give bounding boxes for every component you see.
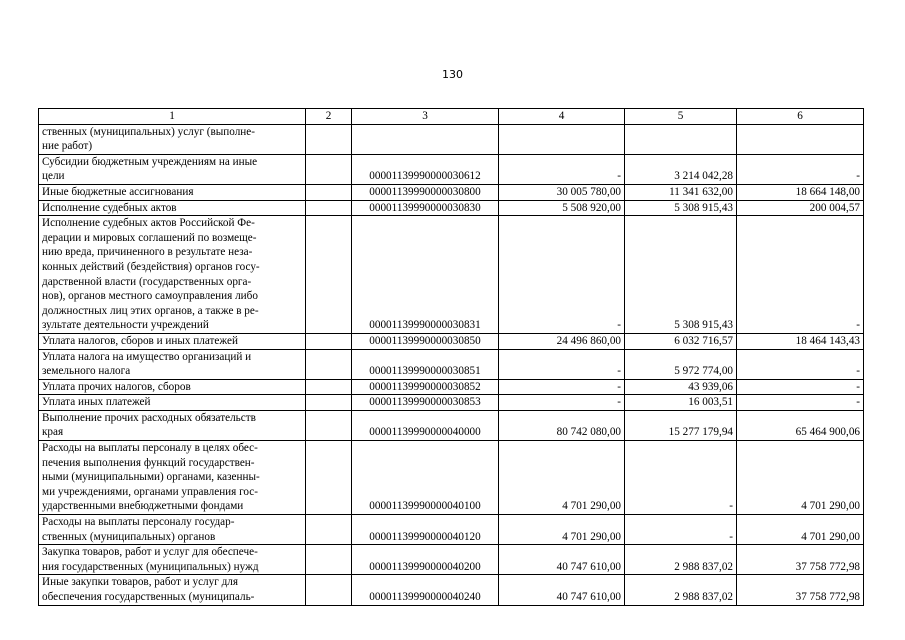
row-name: Уплата иных платежей xyxy=(39,395,306,411)
row-col2 xyxy=(306,441,352,515)
row-col2 xyxy=(306,349,352,379)
row-value-6: 37 758 772,98 xyxy=(737,545,864,575)
row-value-5: 3 214 042,28 xyxy=(625,154,737,184)
row-name: Субсидии бюджетным учреждениям на иные цели xyxy=(39,154,306,184)
header-col-1: 1 xyxy=(39,109,306,125)
row-name: Исполнение судебных актов Российской Фе- дерации и мировых соглашений по возмеще- нию вреда, причиненного в результате неза- конных действий (бездействия) органов госу- дарственной власти (государственных орга- нов), органов местного самоуправления либо должностных лиц этих органов, а также в ре- зультате деятельности учреждений xyxy=(39,216,306,334)
header-col-4: 4 xyxy=(499,109,625,125)
row-value-4: 4 701 290,00 xyxy=(499,515,625,545)
row-name: Уплата налогов, сборов и иных платежей xyxy=(39,333,306,349)
row-value-6: - xyxy=(737,395,864,411)
table-row xyxy=(39,349,864,379)
table-row xyxy=(39,575,864,605)
row-col2 xyxy=(306,395,352,411)
row-value-4: 30 005 780,00 xyxy=(499,184,625,200)
row-col2 xyxy=(306,216,352,334)
header-col-3: 3 xyxy=(352,109,499,125)
header-col-2: 2 xyxy=(306,109,352,125)
row-value-5: 43 939,06 xyxy=(625,379,737,395)
table-row xyxy=(39,441,864,515)
row-col2 xyxy=(306,545,352,575)
row-value-5 xyxy=(625,124,737,154)
row-col2 xyxy=(306,575,352,605)
row-name: Расходы на выплаты персоналу в целях обес- печения выполнения функций государствен- ными (муниципальными) органами, казенны- ми учреждениями, органами управления гос- ударственными внебюджетными фондами xyxy=(39,441,306,515)
row-col2 xyxy=(306,124,352,154)
row-value-4: 4 701 290,00 xyxy=(499,441,625,515)
row-col2 xyxy=(306,200,352,216)
row-value-4: 40 747 610,00 xyxy=(499,545,625,575)
row-value-4 xyxy=(499,124,625,154)
row-col2 xyxy=(306,333,352,349)
row-value-6: 4 701 290,00 xyxy=(737,515,864,545)
row-value-4: 40 747 610,00 xyxy=(499,575,625,605)
row-name: Иные бюджетные ассигнования xyxy=(39,184,306,200)
row-col2 xyxy=(306,154,352,184)
table-row xyxy=(39,184,864,200)
page-number: 130 xyxy=(442,68,463,81)
row-code: 00001139990000040200 xyxy=(352,545,499,575)
row-code: 00001139990000040120 xyxy=(352,515,499,545)
row-value-4: - xyxy=(499,349,625,379)
row-value-5: 2 988 837,02 xyxy=(625,545,737,575)
row-name: Выполнение прочих расходных обязательств края xyxy=(39,410,306,440)
header-col-5: 5 xyxy=(625,109,737,125)
row-value-4: 24 496 860,00 xyxy=(499,333,625,349)
table-row xyxy=(39,395,864,411)
row-code xyxy=(352,124,499,154)
header-row xyxy=(39,109,864,125)
header-col-6: 6 xyxy=(737,109,864,125)
table-row xyxy=(39,200,864,216)
row-value-4: - xyxy=(499,395,625,411)
row-value-5: - xyxy=(625,441,737,515)
row-name: Закупка товаров, работ и услуг для обеспече- ния государственных (муниципальных) нужд xyxy=(39,545,306,575)
row-value-5: 6 032 716,57 xyxy=(625,333,737,349)
table-row xyxy=(39,124,864,154)
row-value-5: 2 988 837,02 xyxy=(625,575,737,605)
table-row xyxy=(39,410,864,440)
row-value-5: 15 277 179,94 xyxy=(625,410,737,440)
row-name: Иные закупки товаров, работ и услуг для обеспечения государственных (муниципаль- xyxy=(39,575,306,605)
row-col2 xyxy=(306,379,352,395)
row-value-4: 80 742 080,00 xyxy=(499,410,625,440)
row-code: 00001139990000030830 xyxy=(352,200,499,216)
row-code: 00001139990000040100 xyxy=(352,441,499,515)
row-code: 00001139990000030852 xyxy=(352,379,499,395)
row-name: Уплата налога на имущество организаций и земельного налога xyxy=(39,349,306,379)
budget-table xyxy=(38,108,864,606)
row-value-6: 65 464 900,06 xyxy=(737,410,864,440)
row-col2 xyxy=(306,184,352,200)
table-row xyxy=(39,216,864,334)
row-value-4: - xyxy=(499,379,625,395)
row-value-6 xyxy=(737,124,864,154)
row-code: 00001139990000030851 xyxy=(352,349,499,379)
row-code: 00001139990000030850 xyxy=(352,333,499,349)
row-col2 xyxy=(306,410,352,440)
row-code: 00001139990000030612 xyxy=(352,154,499,184)
row-value-5: 11 341 632,00 xyxy=(625,184,737,200)
table-row xyxy=(39,545,864,575)
row-value-4: - xyxy=(499,216,625,334)
row-name: ственных (муниципальных) услуг (выполне- ние работ) xyxy=(39,124,306,154)
row-code: 00001139990000040000 xyxy=(352,410,499,440)
row-value-6: - xyxy=(737,379,864,395)
table-row xyxy=(39,515,864,545)
row-value-6: - xyxy=(737,216,864,334)
row-code: 00001139990000040240 xyxy=(352,575,499,605)
row-value-6: 37 758 772,98 xyxy=(737,575,864,605)
row-name: Уплата прочих налогов, сборов xyxy=(39,379,306,395)
row-code: 00001139990000030853 xyxy=(352,395,499,411)
row-value-5: 5 308 915,43 xyxy=(625,200,737,216)
row-value-6: 4 701 290,00 xyxy=(737,441,864,515)
table-body xyxy=(39,124,864,605)
row-value-6: - xyxy=(737,154,864,184)
row-name: Исполнение судебных актов xyxy=(39,200,306,216)
table-row xyxy=(39,333,864,349)
row-col2 xyxy=(306,515,352,545)
row-value-6: 200 004,57 xyxy=(737,200,864,216)
row-value-6: 18 664 148,00 xyxy=(737,184,864,200)
row-value-5: 16 003,51 xyxy=(625,395,737,411)
row-value-6: 18 464 143,43 xyxy=(737,333,864,349)
row-value-5: 5 972 774,00 xyxy=(625,349,737,379)
table-row xyxy=(39,154,864,184)
row-value-6: - xyxy=(737,349,864,379)
row-value-5: 5 308 915,43 xyxy=(625,216,737,334)
row-code: 00001139990000030831 xyxy=(352,216,499,334)
row-value-5: - xyxy=(625,515,737,545)
row-value-4: 5 508 920,00 xyxy=(499,200,625,216)
row-code: 00001139990000030800 xyxy=(352,184,499,200)
row-name: Расходы на выплаты персоналу государ- ственных (муниципальных) органов xyxy=(39,515,306,545)
row-value-4: - xyxy=(499,154,625,184)
table-row xyxy=(39,379,864,395)
